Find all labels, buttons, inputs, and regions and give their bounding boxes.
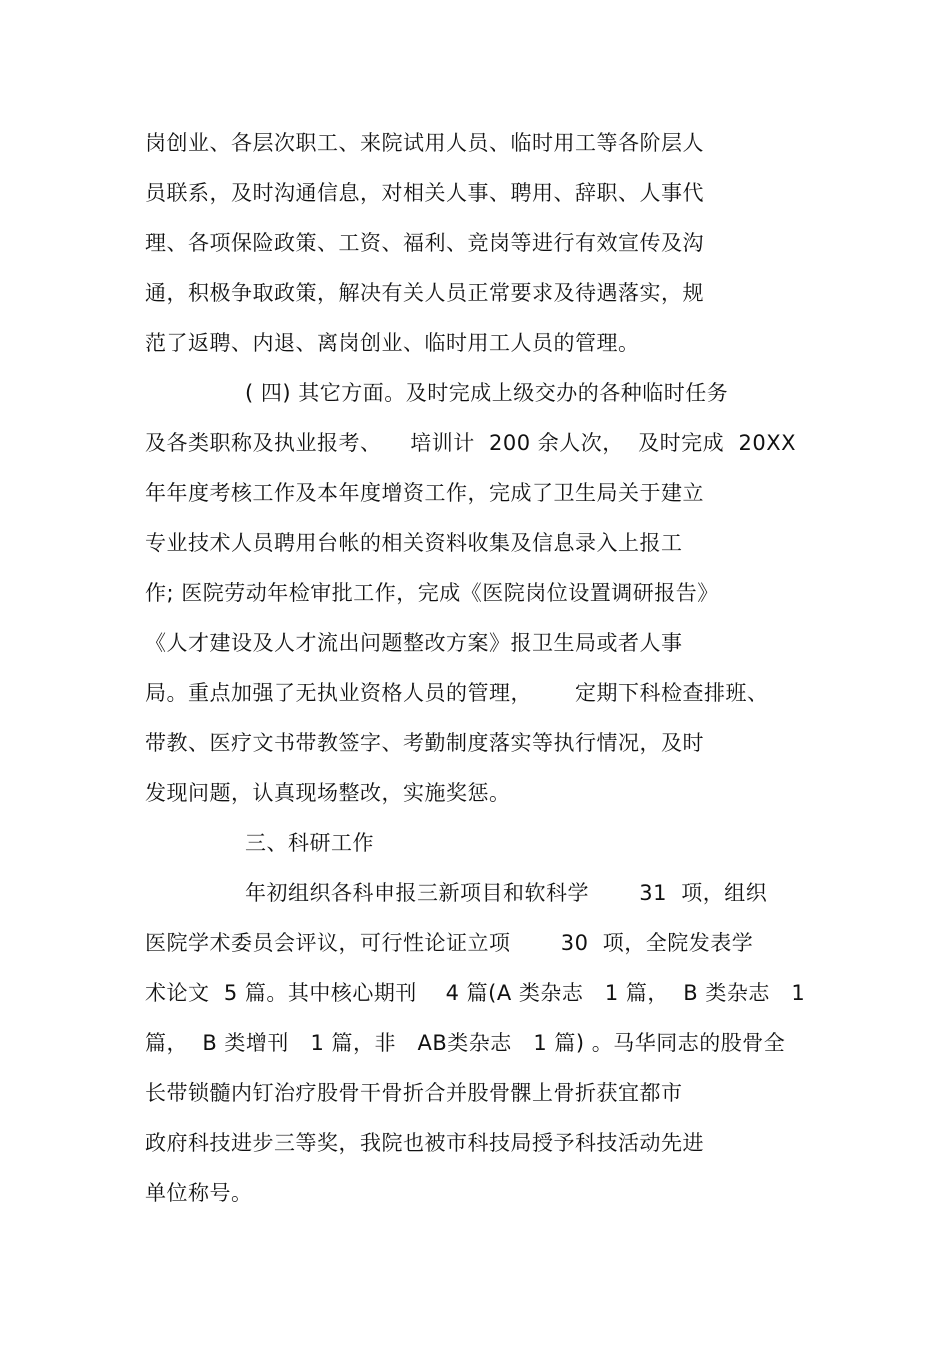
text-line-1: 岗创业、各层次职工、来院试用人员、临时用工等各阶层人	[145, 131, 704, 155]
text-line-11: 《人才建设及人才流出问题整改方案》报卫生局或者人事	[145, 631, 683, 655]
text-line-8: 年年度考核工作及本年度增资工作，完成了卫生局关于建立	[145, 481, 704, 505]
text-line-3: 理、各项保险政策、工资、福利、竞岗等进行有效宣传及沟	[145, 231, 704, 255]
text-line-18: 术论文 5 篇。其中核心期刊 4 篇(A 类杂志 1 篇， B 类杂志 1	[145, 981, 806, 1005]
section-four-heading: ( 四) 其它方面。及时完成上级交办的各种临时任务	[245, 381, 729, 405]
text-line-7: 及各类职称及执业报考、 培训计 200 余人次， 及时完成 20XX	[145, 431, 797, 455]
text-line-21: 政府科技进步三等奖，我院也被市科技局授予科技活动先进	[145, 1131, 704, 1155]
section-heading-research: 三、科研工作	[245, 831, 374, 855]
text-line-20: 长带锁髓内钉治疗股骨干骨折合并股骨髁上骨折获宜都市	[145, 1081, 683, 1105]
text-line-4: 通，积极争取政策，解决有关人员正常要求及待遇落实，规	[145, 281, 704, 305]
text-line-2: 员联系，及时沟通信息，对相关人事、聘用、辞职、人事代	[145, 181, 704, 205]
text-line-10: 作; 医院劳动年检审批工作，完成《医院岗位设置调研报告》	[145, 581, 719, 605]
text-line-16: 年初组织各科申报三新项目和软科学 31 项，组织	[245, 881, 768, 905]
text-line-22: 单位称号。	[145, 1181, 253, 1205]
text-line-13: 带教、医疗文书带教签字、考勤制度落实等执行情况，及时	[145, 731, 704, 755]
text-line-14: 发现问题，认真现场整改，实施奖惩。	[145, 781, 511, 805]
text-line-12: 局。重点加强了无执业资格人员的管理， 定期下科检查排班、	[145, 681, 769, 705]
text-line-17: 医院学术委员会评议，可行性论证立项 30 项，全院发表学	[145, 931, 754, 955]
text-line-5: 范了返聘、内退、离岗创业、临时用工人员的管理。	[145, 331, 640, 355]
text-line-19: 篇， B 类增刊 1 篇，非 AB类杂志 1 篇) 。马华同志的股骨全	[145, 1031, 786, 1055]
text-line-9: 专业技术人员聘用台帐的相关资料收集及信息录入上报工	[145, 531, 683, 555]
